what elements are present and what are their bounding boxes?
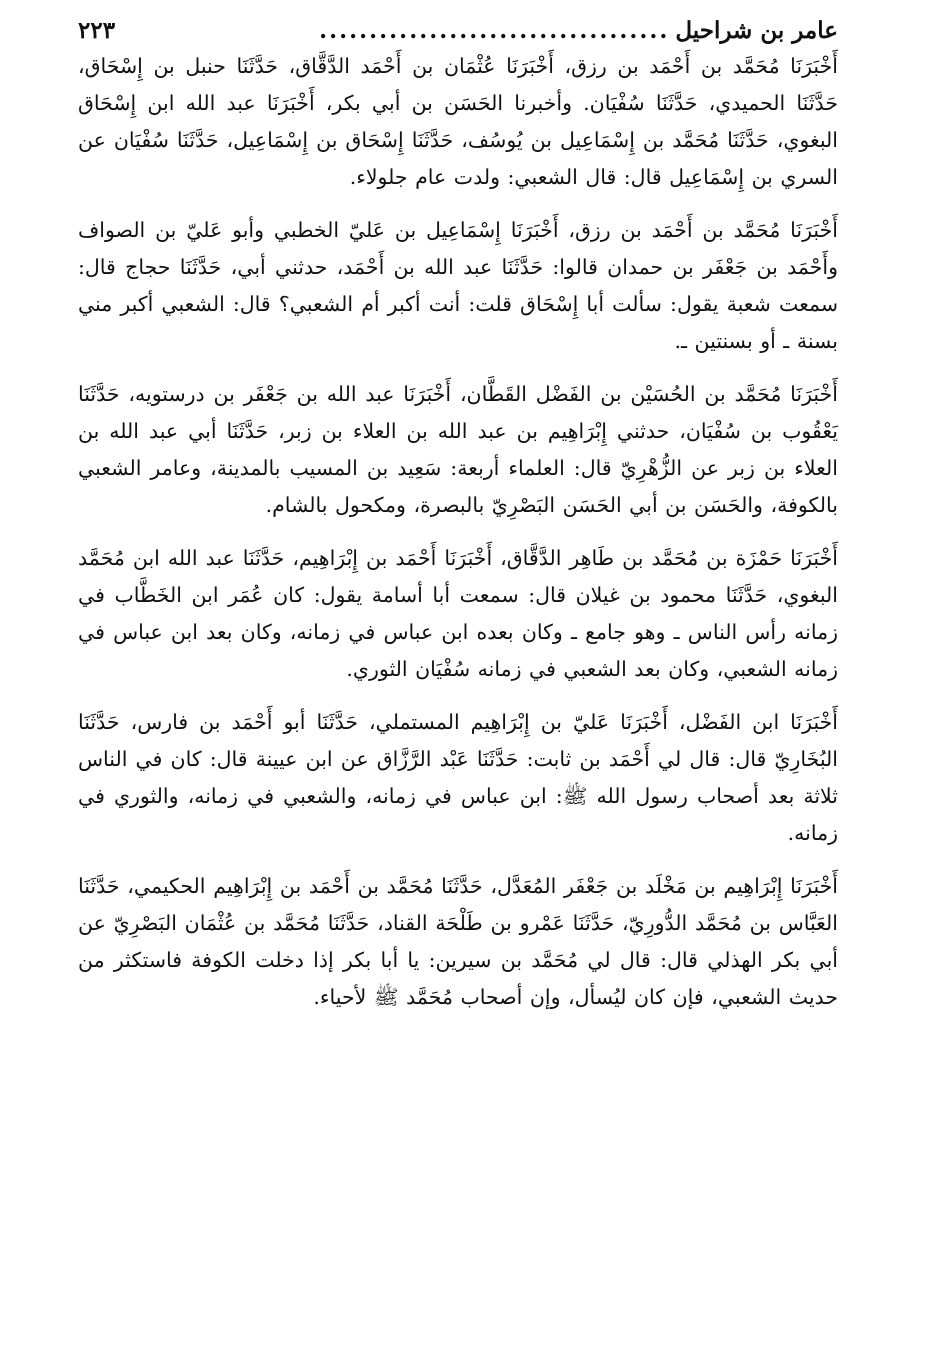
chapter-title: عامر بن شراحيل — [675, 17, 838, 44]
body-text — [78, 48, 838, 1016]
book-page — [78, 14, 838, 1032]
page-number: ٢٢٣ — [78, 17, 116, 44]
dot-leader: ................................... — [319, 17, 670, 44]
paragraph: أَخْبَرَنَا مُحَمَّد بن أَحْمَد بن رزق، أَخْبَرَنَا إِسْمَاعِيل بن عَليّ الخطبي وأبو عَليّ بن الصواف وأَحْمَد بن جَعْفَر بن حمدان قالوا: حَدَّثَنَا عبد الله بن أَحْمَد، حدثني أبي، حَدَّثَنَا حجاج قال: سمعت شعبة يقول: سألت أبا إِسْحَاق قلت: أنت أكبر أم الشعبي؟ قال: الشعبي أكبر مني بسنة ـ أو بسنتين ـ. — [78, 218, 838, 353]
running-header — [78, 14, 838, 48]
paragraph: أَخْبَرَنَا مُحَمَّد بن الحُسَيْن بن الفَضْل القَطَّان، أَخْبَرَنَا عبد الله بن جَعْفَر بن درستويه، حَدَّثَنَا يَعْقُوب بن سُفْيَان، حدثني إِبْرَاهِيم بن عبد الله بن العلاء بن زبر، حَدَّثَنَا أبي عبد الله بن العلاء بن زبر عن الزُّهْرِيّ قال: العلماء أربعة: سَعِيد بن المسيب بالمدينة، وعامر الشعبي بالكوفة، والحَسَن بن أبي الحَسَن البَصْرِيّ بالبصرة، ومكحول بالشام. — [78, 382, 838, 517]
paragraph: أَخْبَرَنَا ابن الفَضْل، أَخْبَرَنَا عَليّ بن إِبْرَاهِيم المستملي، حَدَّثَنَا أبو أَحْمَد بن فارس، حَدَّثَنَا البُخَارِيّ قال: قال لي أَحْمَد بن ثابت: حَدَّثَنَا عَبْد الرَّزَّاق عن ابن عيينة قال: كان في الناس ثلاثة بعد أصحاب رسول الله ﷺ: ابن عباس في زمانه، والشعبي في زمانه، والثوري في زمانه. — [78, 710, 838, 845]
paragraph: أَخْبَرَنَا إِبْرَاهِيم بن مَخْلَد بن جَعْفَر المُعَدَّل، حَدَّثَنَا مُحَمَّد بن أَحْمَد بن إِبْرَاهِيم الحكيمي، حَدَّثَنَا العَبَّاس بن مُحَمَّد الدُّورِيّ، حَدَّثَنَا عَمْرو بن طَلْحَة القناد، حَدَّثَنَا مُحَمَّد بن عُثْمَان البَصْرِيّ عن أبي بكر الهذلي قال: قال لي مُحَمَّد بن سيرين: يا أبا بكر إذا دخلت الكوفة فاستكثر من حديث الشعبي، فإن كان ليُسأل، وإن أصحاب مُحَمَّد ﷺ لأحياء. — [78, 874, 838, 1009]
paragraph: أَخْبَرَنَا مُحَمَّد بن أَحْمَد بن رزق، أَخْبَرَنَا عُثْمَان بن أَحْمَد الدَّقَّاق، حَدَّثَنَا حنبل بن إِسْحَاق، حَدَّثَنَا الحميدي، حَدَّثَنَا سُفْيَان. وأخبرنا الحَسَن بن أبي بكر، أَخْبَرَنَا عبد الله ابن إِسْحَاق البغوي، حَدَّثَنَا مُحَمَّد بن إِسْمَاعِيل بن يُوسُف، حَدَّثَنَا إِسْحَاق بن إِسْمَاعِيل، حَدَّثَنَا سُفْيَان عن السري بن إِسْمَاعِيل قال: قال الشعبي: ولدت عام جلولاء. — [78, 54, 838, 189]
paragraph: أَخْبَرَنَا حَمْزَة بن مُحَمَّد بن طَاهِر الدَّقَّاق، أَخْبَرَنَا أَحْمَد بن إِبْرَاهِيم، حَدَّثَنَا عبد الله ابن مُحَمَّد البغوي، حَدَّثَنَا محمود بن غيلان قال: سمعت أبا أسامة يقول: كان عُمَر ابن الخَطَّاب في زمانه رأس الناس ـ وهو جامع ـ وكان بعده ابن عباس في زمانه، وكان بعد ابن عباس في زمانه الشعبي، وكان بعد الشعبي في زمانه سُفْيَان الثوري. — [78, 546, 838, 681]
